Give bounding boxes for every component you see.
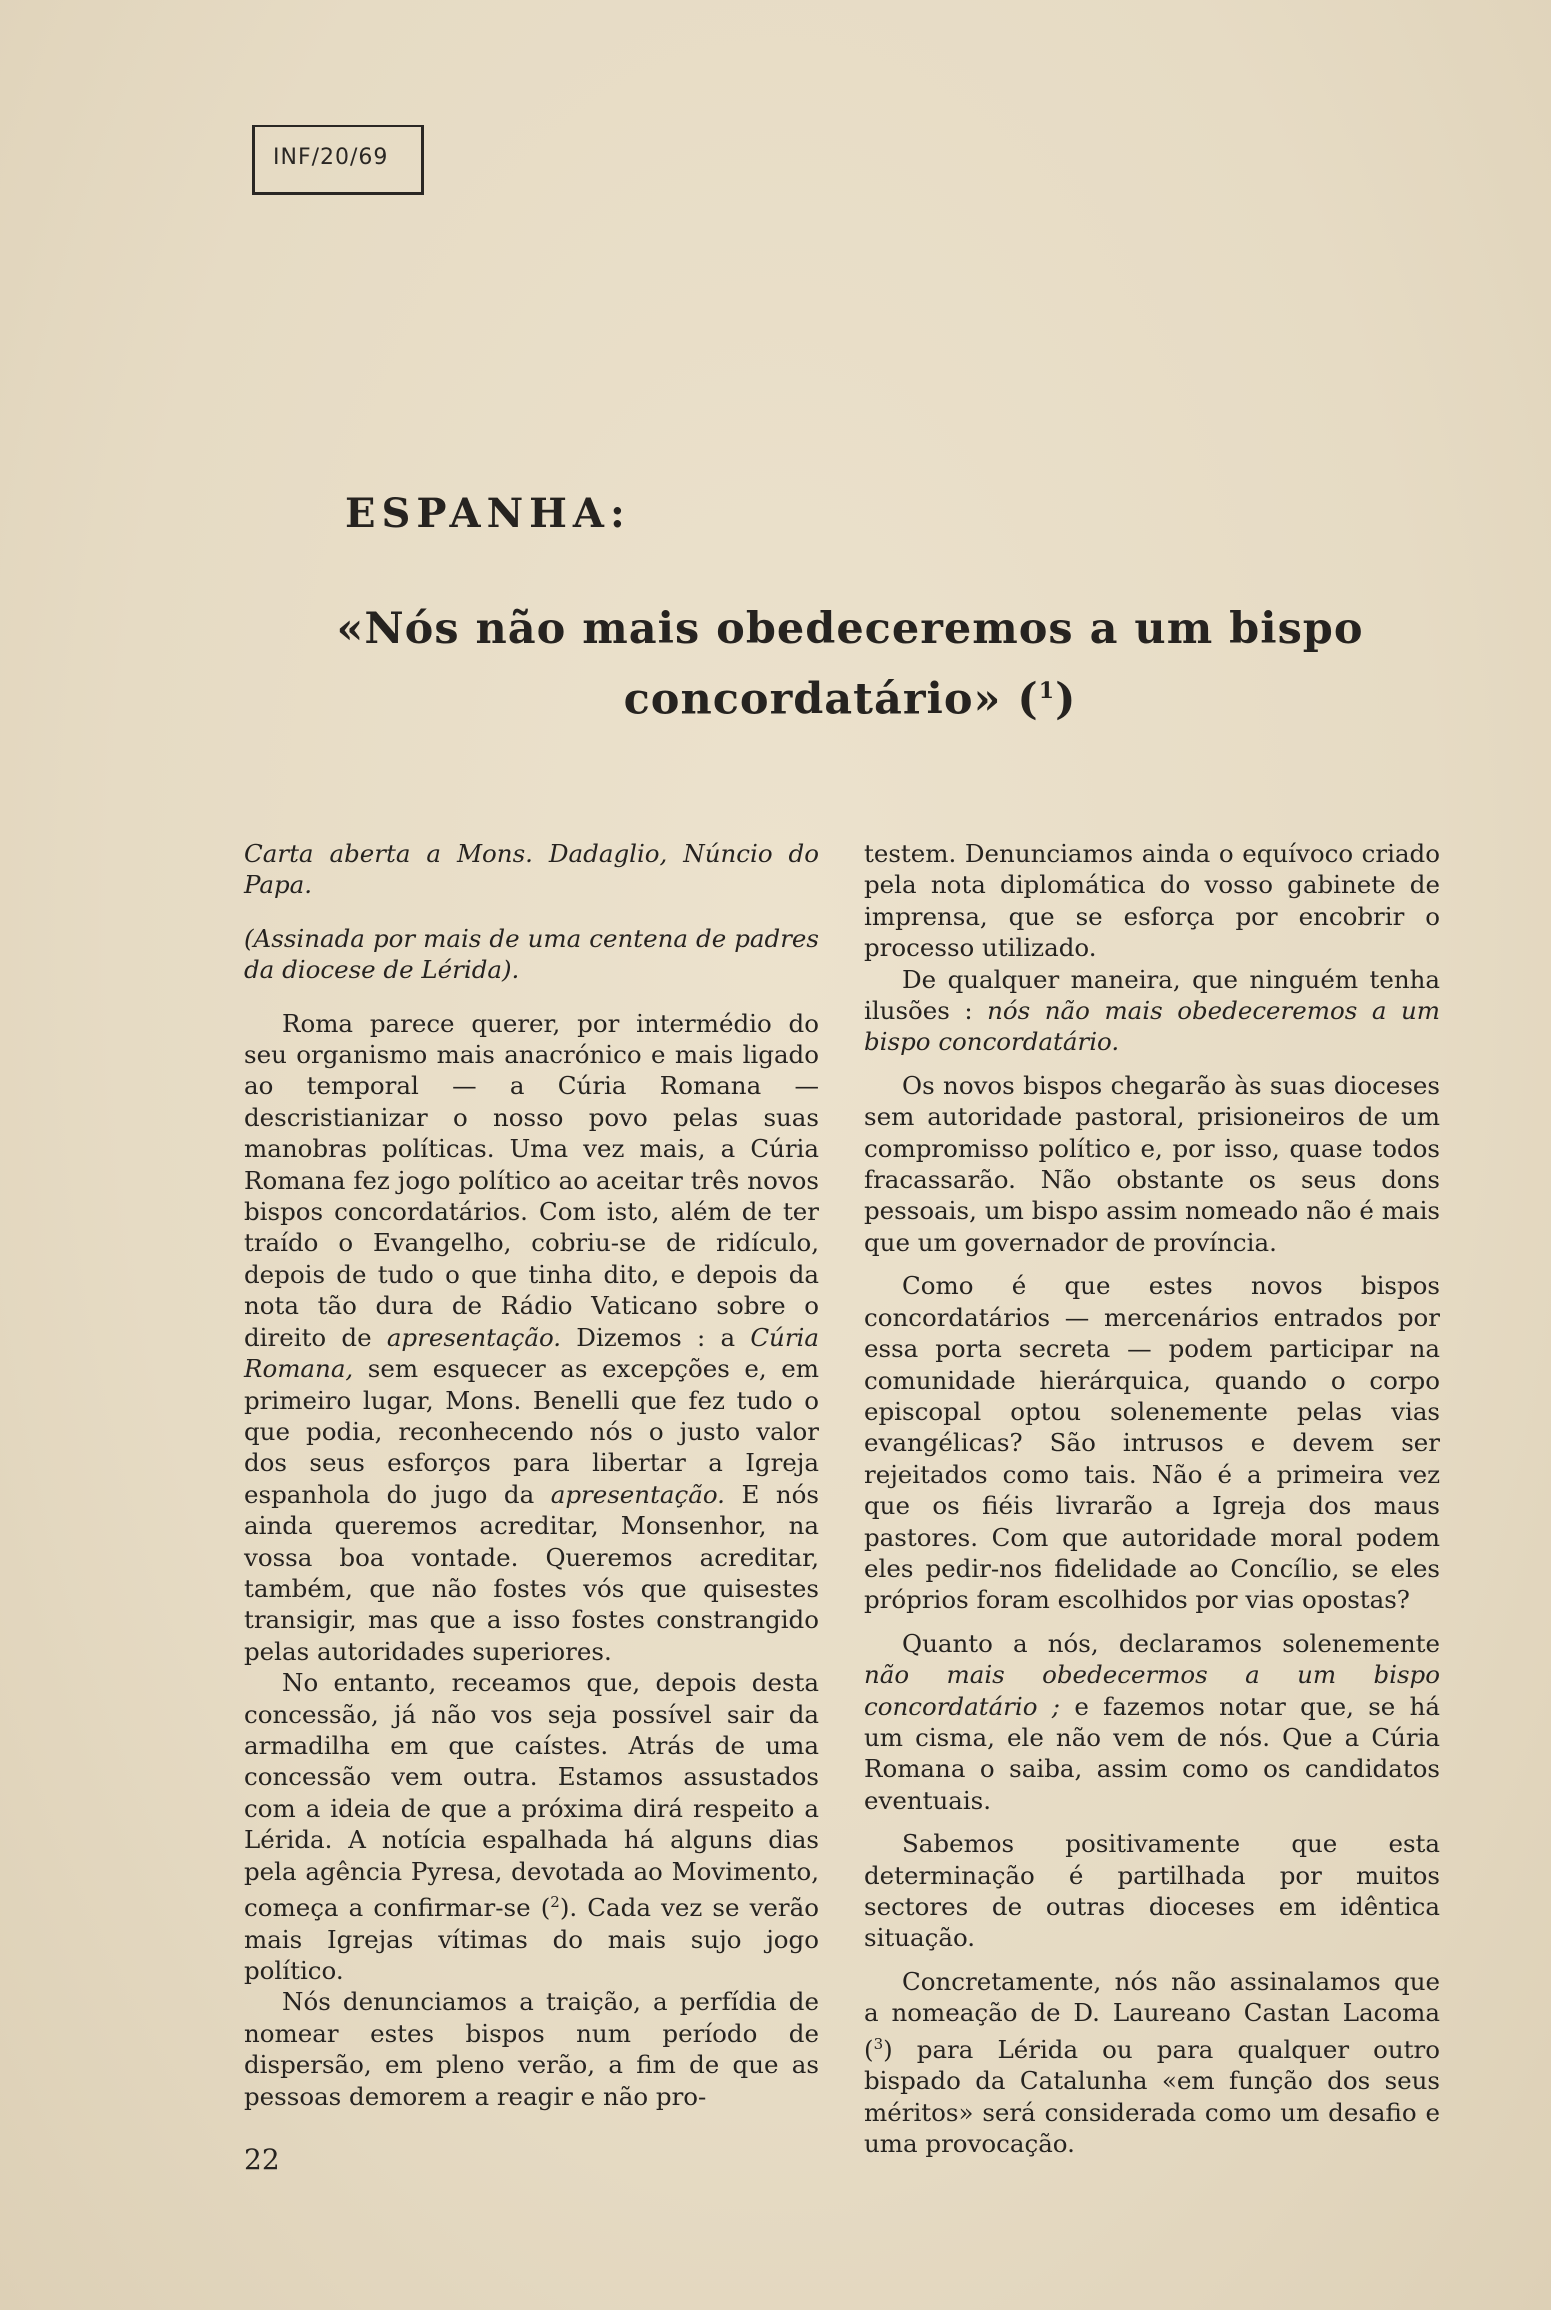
- footnote-marker: 2: [550, 1893, 560, 1911]
- letter-signatories: (Assinada por mais de uma centena de padres da diocese de Lérida).: [244, 923, 819, 985]
- footnote-marker: 1: [1038, 678, 1056, 704]
- right-column: [864, 838, 1440, 2159]
- article-headline: [330, 598, 1370, 730]
- paragraph: Como é que estes novos bispos concordatários — mercenários entrados por essa porta secreta — podem participar na comunidade hierárquica, quando o corpo episcopal optou solenemente pelas vias evangélicas? São intrusos e devem ser rejeitados como tais. Não é a primeira vez que os fiéis livrarão a Igreja dos maus pastores. Com que autoridade moral podem eles pedir-nos fidelidade ao Concílio, se eles próprios foram escolhidos por vias opostas?: [864, 1271, 1440, 1615]
- footnote-marker: 3: [873, 2034, 884, 2053]
- document-reference-box: [252, 125, 424, 195]
- left-column: [244, 838, 819, 2112]
- paragraph: No entanto, receamos que, depois desta concessão, já não vos seja possível sair da armadilha em que caístes. Atrás de uma concessão vem outra. Estamos assustados com a ideia de que a próxima dirá respeito a Lérida. A notícia espalhada há alguns dias pela agência Pyresa, devotada ao Movimento, começa a confirmar-se ($^2$). Cada vez se verão mais Igrejas vítimas do mais sujo jogo político.: [244, 1668, 820, 1985]
- paragraph: Os novos bispos chegarão às suas dioceses sem autoridade pastoral, prisioneiros de um compromisso político e, por isso, quase todos fracassarão. Não obstante os seus dons pessoais, um bispo assim nomeado não é mais que um governador de província.: [864, 1070, 1440, 1257]
- paragraph: Sabemos positivamente que esta determinação é partilhada por muitos sectores de outras dioceses em idêntica situação.: [864, 1829, 1440, 1953]
- section-title: ESPANHA:: [345, 490, 631, 537]
- paragraph: Nós denunciamos a traição, a perfídia de nomear estes bispos num período de dispersão, em pleno verão, a fim de que as pessoas demorem a reagir e não pro-: [244, 1987, 819, 2111]
- document-reference: INF/20/69: [273, 145, 389, 170]
- paragraph: De qualquer maneira, que ninguém tenha ilusões : nós não mais obedeceremos a um bispo concordatário.: [864, 964, 1440, 1057]
- paragraph: Roma parece querer, por intermédio do seu organismo mais anacrónico e mais ligado ao temporal — a Cúria Romana — descristianizar o nosso povo pelas suas manobras políticas. Uma vez mais, a Cúria Romana fez jogo político ao aceitar três novos bispos concordatários. Com isto, além de ter traído o Evangelho, cobriu-se de ridículo, depois de tudo o que tinha dito, e depois da nota tão dura de Rádio Vaticano sobre o direito de apresentação. Dizemos : a Cúria Romana, sem esquecer as excepções e, em primeiro lugar, Mons. Benelli que fez tudo o que podia, reconhecendo nós o justo valor dos seus esforços para libertar a Igreja espanhola do jugo da apresentação. E nós ainda queremos acreditar, Monsenhor, na vossa boa vontade. Queremos acreditar, também, que não fostes vós que quisestes transigir, mas que a isso fostes constrangido pelas autoridades superiores.: [244, 1008, 820, 1666]
- letter-subtitle: Carta aberta a Mons. Dadaglio, Núncio do Papa.: [244, 839, 819, 900]
- page-number: 22: [244, 2143, 280, 2176]
- paragraph: Concretamente, nós não assinalamos que a nomeação de D. Laureano Castan Lacoma ($^3$) para Lérida ou para qualquer outro bispado da Catalunha «em função dos seus méritos» será considerada como um desafio e uma provocação.: [864, 1966, 1440, 2158]
- paragraph: Quanto a nós, declaramos solenemente não mais obedecermos a um bispo concordatário ; e fazemos notar que, se há um cisma, ele não vem de nós. Que a Cúria Romana o saiba, assim como os candidatos eventuais.: [864, 1628, 1440, 1815]
- headline-line-1: «Nós não mais obedeceremos a um bispo: [336, 604, 1364, 654]
- headline-line-2: concordatário» ($^1$): [623, 674, 1077, 725]
- paragraph: testem. Denunciamos ainda o equívoco criado pela nota diplomática do vosso gabinete de imprensa, que se esforça por encobrir o processo utilizado.: [864, 839, 1440, 963]
